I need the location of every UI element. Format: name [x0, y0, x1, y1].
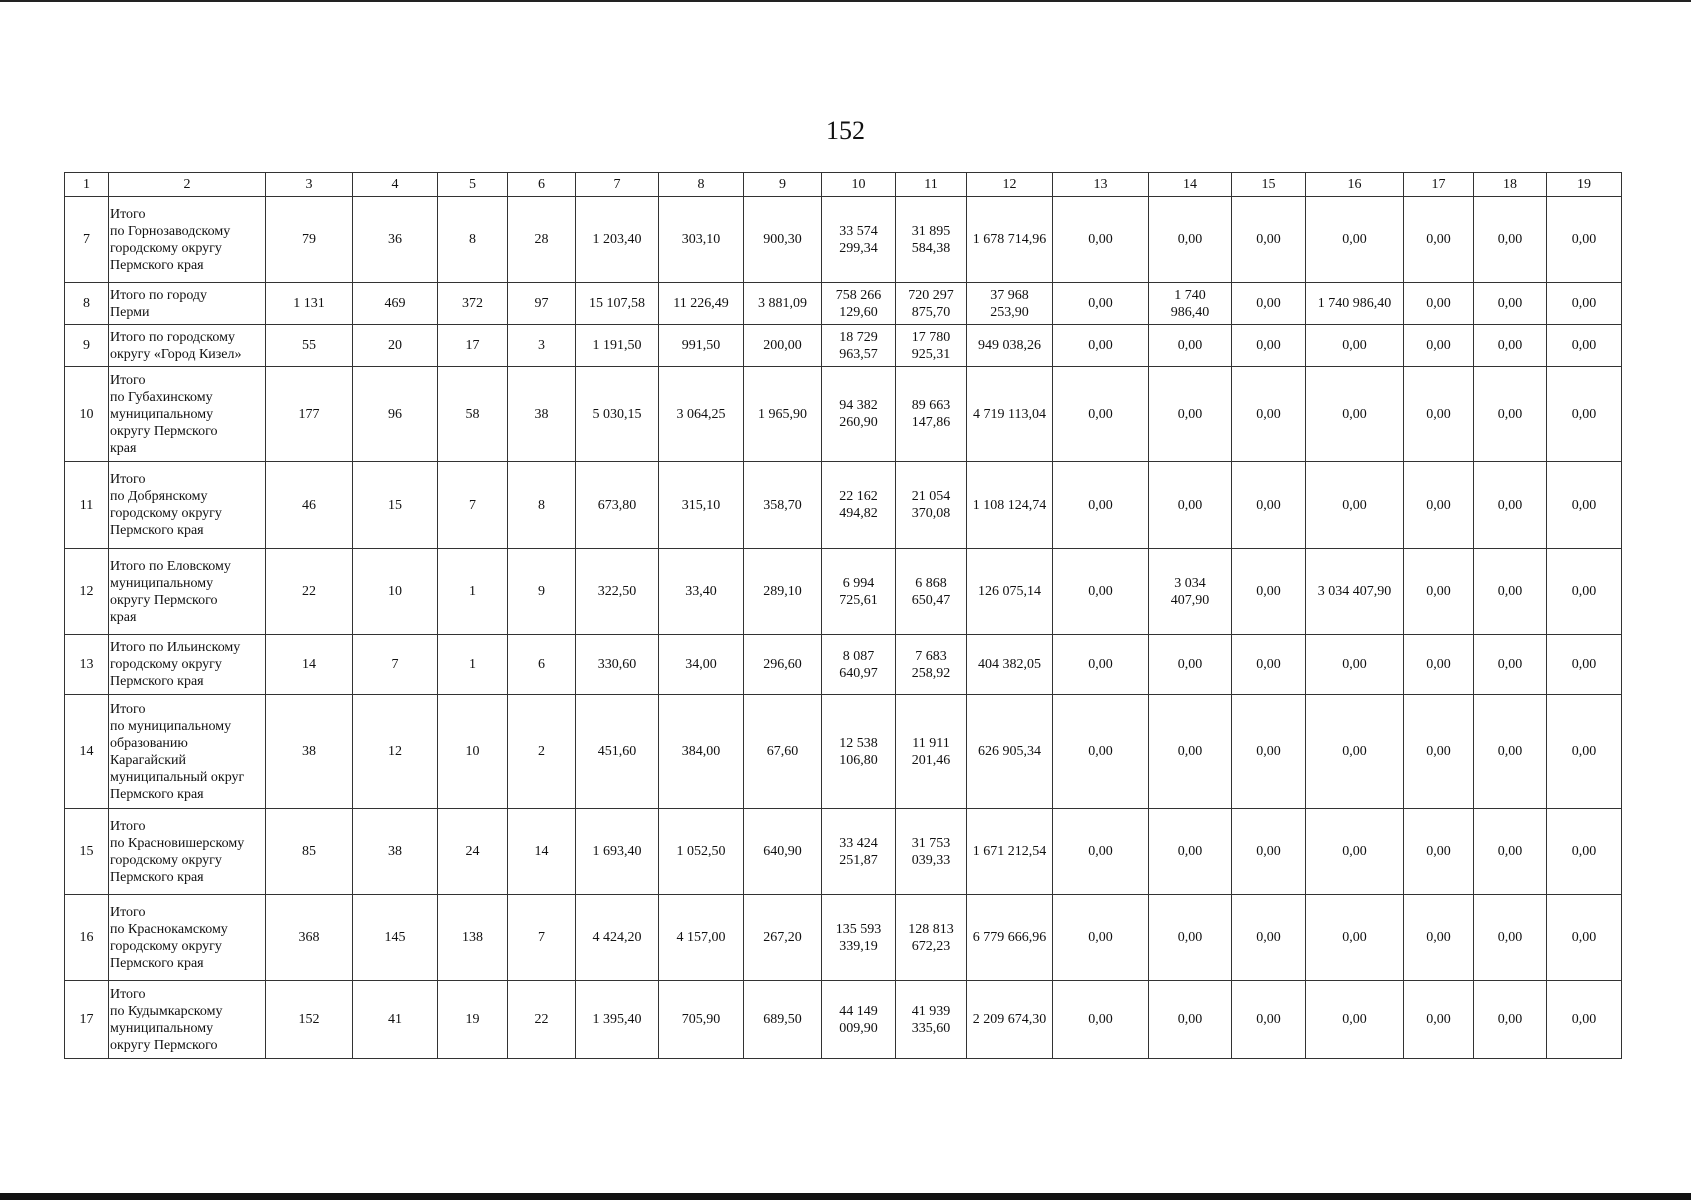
- column-header-7: 7: [576, 173, 659, 197]
- value-cell-col-14: 0,00: [1149, 809, 1232, 895]
- value-cell-col-12: 1 671 212,54: [967, 809, 1053, 895]
- value-cell-col-10: 33 574 299,34: [822, 197, 896, 283]
- value-cell-col-13: 0,00: [1053, 325, 1149, 367]
- value-cell-col-4: 41: [353, 981, 438, 1059]
- value-cell-col-13: 0,00: [1053, 549, 1149, 635]
- value-cell-col-12: 404 382,05: [967, 635, 1053, 695]
- value-cell-col-19: 0,00: [1547, 197, 1622, 283]
- column-header-16: 16: [1306, 173, 1404, 197]
- value-cell-col-5: 138: [438, 895, 508, 981]
- value-cell-col-17: 0,00: [1404, 462, 1474, 549]
- value-cell-col-7: 4 424,20: [576, 895, 659, 981]
- value-cell-col-15: 0,00: [1232, 367, 1306, 462]
- value-cell-col-14: 0,00: [1149, 695, 1232, 809]
- row-number-cell: 16: [65, 895, 109, 981]
- value-cell-col-18: 0,00: [1474, 197, 1547, 283]
- value-cell-col-15: 0,00: [1232, 462, 1306, 549]
- value-cell-col-16: 0,00: [1306, 325, 1404, 367]
- value-cell-col-14: 0,00: [1149, 197, 1232, 283]
- value-cell-col-11: 17 780 925,31: [896, 325, 967, 367]
- value-cell-col-10: 6 994 725,61: [822, 549, 896, 635]
- value-cell-col-8: 303,10: [659, 197, 744, 283]
- value-cell-col-6: 8: [508, 462, 576, 549]
- row-number-cell: 7: [65, 197, 109, 283]
- value-cell-col-9: 358,70: [744, 462, 822, 549]
- value-cell-col-8: 34,00: [659, 635, 744, 695]
- value-cell-col-9: 3 881,09: [744, 283, 822, 325]
- column-number-row: [65, 173, 1622, 197]
- value-cell-col-6: 6: [508, 635, 576, 695]
- territory-name-cell: Итого по Губахинскому муниципальному округу Пермского края: [109, 367, 266, 462]
- row-number-cell: 13: [65, 635, 109, 695]
- value-cell-col-8: 1 052,50: [659, 809, 744, 895]
- value-cell-col-11: 31 753 039,33: [896, 809, 967, 895]
- value-cell-col-10: 135 593 339,19: [822, 895, 896, 981]
- value-cell-col-12: 6 779 666,96: [967, 895, 1053, 981]
- value-cell-col-4: 145: [353, 895, 438, 981]
- value-cell-col-5: 1: [438, 549, 508, 635]
- value-cell-col-12: 949 038,26: [967, 325, 1053, 367]
- value-cell-col-16: 0,00: [1306, 695, 1404, 809]
- value-cell-col-14: 0,00: [1149, 325, 1232, 367]
- value-cell-col-17: 0,00: [1404, 695, 1474, 809]
- column-header-12: 12: [967, 173, 1053, 197]
- value-cell-col-6: 7: [508, 895, 576, 981]
- row-number-cell: 9: [65, 325, 109, 367]
- value-cell-col-12: 37 968 253,90: [967, 283, 1053, 325]
- column-header-10: 10: [822, 173, 896, 197]
- table-row: [65, 197, 1622, 283]
- row-number-cell: 12: [65, 549, 109, 635]
- value-cell-col-17: 0,00: [1404, 895, 1474, 981]
- value-cell-col-19: 0,00: [1547, 895, 1622, 981]
- territory-name-cell: Итого по Добрянскому городскому округу Пермского края: [109, 462, 266, 549]
- value-cell-col-15: 0,00: [1232, 197, 1306, 283]
- value-cell-col-15: 0,00: [1232, 695, 1306, 809]
- value-cell-col-13: 0,00: [1053, 197, 1149, 283]
- value-cell-col-16: 0,00: [1306, 895, 1404, 981]
- value-cell-col-9: 900,30: [744, 197, 822, 283]
- value-cell-col-7: 1 191,50: [576, 325, 659, 367]
- column-header-4: 4: [353, 173, 438, 197]
- value-cell-col-18: 0,00: [1474, 367, 1547, 462]
- territory-name-cell: Итого по Краснокамскому городскому округу Пермского края: [109, 895, 266, 981]
- value-cell-col-17: 0,00: [1404, 635, 1474, 695]
- value-cell-col-15: 0,00: [1232, 635, 1306, 695]
- value-cell-col-8: 991,50: [659, 325, 744, 367]
- value-cell-col-13: 0,00: [1053, 895, 1149, 981]
- value-cell-col-9: 640,90: [744, 809, 822, 895]
- row-number-cell: 14: [65, 695, 109, 809]
- value-cell-col-3: 22: [266, 549, 353, 635]
- value-cell-col-13: 0,00: [1053, 809, 1149, 895]
- value-cell-col-7: 673,80: [576, 462, 659, 549]
- value-cell-col-18: 0,00: [1474, 549, 1547, 635]
- value-cell-col-9: 1 965,90: [744, 367, 822, 462]
- value-cell-col-18: 0,00: [1474, 809, 1547, 895]
- value-cell-col-18: 0,00: [1474, 325, 1547, 367]
- value-cell-col-5: 19: [438, 981, 508, 1059]
- territory-name-cell: Итого по муниципальному образованию Карагайский муниципальный округ Пермского края: [109, 695, 266, 809]
- value-cell-col-6: 14: [508, 809, 576, 895]
- column-header-11: 11: [896, 173, 967, 197]
- column-header-1: 1: [65, 173, 109, 197]
- value-cell-col-10: 8 087 640,97: [822, 635, 896, 695]
- value-cell-col-10: 12 538 106,80: [822, 695, 896, 809]
- value-cell-col-11: 7 683 258,92: [896, 635, 967, 695]
- value-cell-col-18: 0,00: [1474, 981, 1547, 1059]
- value-cell-col-16: 0,00: [1306, 367, 1404, 462]
- value-cell-col-11: 89 663 147,86: [896, 367, 967, 462]
- column-header-8: 8: [659, 173, 744, 197]
- value-cell-col-10: 22 162 494,82: [822, 462, 896, 549]
- table-row: [65, 895, 1622, 981]
- scan-top-edge: [0, 0, 1691, 2]
- value-cell-col-13: 0,00: [1053, 695, 1149, 809]
- value-cell-col-4: 20: [353, 325, 438, 367]
- value-cell-col-8: 4 157,00: [659, 895, 744, 981]
- column-header-17: 17: [1404, 173, 1474, 197]
- value-cell-col-5: 24: [438, 809, 508, 895]
- value-cell-col-19: 0,00: [1547, 367, 1622, 462]
- column-header-2: 2: [109, 173, 266, 197]
- value-cell-col-11: 11 911 201,46: [896, 695, 967, 809]
- value-cell-col-15: 0,00: [1232, 283, 1306, 325]
- table-row: [65, 635, 1622, 695]
- value-cell-col-6: 2: [508, 695, 576, 809]
- registry-table: [64, 172, 1622, 1059]
- value-cell-col-17: 0,00: [1404, 981, 1474, 1059]
- territory-name-cell: Итого по Кудымкарскому муниципальному округу Пермского: [109, 981, 266, 1059]
- value-cell-col-11: 21 054 370,08: [896, 462, 967, 549]
- value-cell-col-16: 0,00: [1306, 981, 1404, 1059]
- value-cell-col-19: 0,00: [1547, 549, 1622, 635]
- column-header-3: 3: [266, 173, 353, 197]
- value-cell-col-4: 12: [353, 695, 438, 809]
- value-cell-col-3: 14: [266, 635, 353, 695]
- value-cell-col-12: 2 209 674,30: [967, 981, 1053, 1059]
- value-cell-col-3: 1 131: [266, 283, 353, 325]
- territory-name-cell: Итого по городу Перми: [109, 283, 266, 325]
- table-row: [65, 325, 1622, 367]
- value-cell-col-7: 5 030,15: [576, 367, 659, 462]
- value-cell-col-10: 18 729 963,57: [822, 325, 896, 367]
- table-row: [65, 809, 1622, 895]
- value-cell-col-14: 0,00: [1149, 367, 1232, 462]
- value-cell-col-12: 626 905,34: [967, 695, 1053, 809]
- value-cell-col-4: 36: [353, 197, 438, 283]
- value-cell-col-8: 384,00: [659, 695, 744, 809]
- value-cell-col-17: 0,00: [1404, 549, 1474, 635]
- value-cell-col-9: 289,10: [744, 549, 822, 635]
- column-header-9: 9: [744, 173, 822, 197]
- value-cell-col-14: 3 034 407,90: [1149, 549, 1232, 635]
- row-number-cell: 8: [65, 283, 109, 325]
- value-cell-col-16: 0,00: [1306, 635, 1404, 695]
- value-cell-col-4: 10: [353, 549, 438, 635]
- value-cell-col-19: 0,00: [1547, 981, 1622, 1059]
- value-cell-col-11: 6 868 650,47: [896, 549, 967, 635]
- value-cell-col-7: 322,50: [576, 549, 659, 635]
- row-number-cell: 11: [65, 462, 109, 549]
- column-header-18: 18: [1474, 173, 1547, 197]
- row-number-cell: 15: [65, 809, 109, 895]
- column-header-13: 13: [1053, 173, 1149, 197]
- value-cell-col-13: 0,00: [1053, 367, 1149, 462]
- value-cell-col-5: 17: [438, 325, 508, 367]
- value-cell-col-6: 22: [508, 981, 576, 1059]
- value-cell-col-8: 315,10: [659, 462, 744, 549]
- territory-name-cell: Итого по Красновишерскому городскому округу Пермского края: [109, 809, 266, 895]
- value-cell-col-11: 720 297 875,70: [896, 283, 967, 325]
- value-cell-col-17: 0,00: [1404, 197, 1474, 283]
- value-cell-col-12: 126 075,14: [967, 549, 1053, 635]
- value-cell-col-6: 97: [508, 283, 576, 325]
- value-cell-col-14: 0,00: [1149, 981, 1232, 1059]
- territory-name-cell: Итого по Еловскому муниципальному округу Пермского края: [109, 549, 266, 635]
- value-cell-col-3: 79: [266, 197, 353, 283]
- value-cell-col-18: 0,00: [1474, 895, 1547, 981]
- value-cell-col-11: 128 813 672,23: [896, 895, 967, 981]
- value-cell-col-10: 94 382 260,90: [822, 367, 896, 462]
- table-row: [65, 367, 1622, 462]
- column-header-15: 15: [1232, 173, 1306, 197]
- value-cell-col-4: 7: [353, 635, 438, 695]
- value-cell-col-19: 0,00: [1547, 325, 1622, 367]
- value-cell-col-12: 1 678 714,96: [967, 197, 1053, 283]
- value-cell-col-11: 31 895 584,38: [896, 197, 967, 283]
- value-cell-col-13: 0,00: [1053, 981, 1149, 1059]
- value-cell-col-19: 0,00: [1547, 695, 1622, 809]
- value-cell-col-6: 9: [508, 549, 576, 635]
- value-cell-col-7: 1 693,40: [576, 809, 659, 895]
- value-cell-col-16: 0,00: [1306, 809, 1404, 895]
- value-cell-col-6: 38: [508, 367, 576, 462]
- value-cell-col-18: 0,00: [1474, 283, 1547, 325]
- value-cell-col-9: 200,00: [744, 325, 822, 367]
- value-cell-col-3: 38: [266, 695, 353, 809]
- table-row: [65, 283, 1622, 325]
- value-cell-col-3: 368: [266, 895, 353, 981]
- value-cell-col-10: 758 266 129,60: [822, 283, 896, 325]
- value-cell-col-5: 10: [438, 695, 508, 809]
- value-cell-col-17: 0,00: [1404, 283, 1474, 325]
- value-cell-col-5: 58: [438, 367, 508, 462]
- value-cell-col-7: 1 203,40: [576, 197, 659, 283]
- value-cell-col-4: 38: [353, 809, 438, 895]
- row-number-cell: 10: [65, 367, 109, 462]
- value-cell-col-5: 7: [438, 462, 508, 549]
- value-cell-col-13: 0,00: [1053, 283, 1149, 325]
- territory-name-cell: Итого по Горнозаводскому городскому округу Пермского края: [109, 197, 266, 283]
- page-number: 152: [826, 116, 865, 145]
- column-header-5: 5: [438, 173, 508, 197]
- value-cell-col-8: 11 226,49: [659, 283, 744, 325]
- value-cell-col-19: 0,00: [1547, 809, 1622, 895]
- value-cell-col-13: 0,00: [1053, 635, 1149, 695]
- value-cell-col-5: 1: [438, 635, 508, 695]
- value-cell-col-5: 372: [438, 283, 508, 325]
- value-cell-col-16: 1 740 986,40: [1306, 283, 1404, 325]
- value-cell-col-9: 267,20: [744, 895, 822, 981]
- value-cell-col-6: 3: [508, 325, 576, 367]
- value-cell-col-3: 152: [266, 981, 353, 1059]
- value-cell-col-16: 0,00: [1306, 197, 1404, 283]
- value-cell-col-4: 96: [353, 367, 438, 462]
- value-cell-col-19: 0,00: [1547, 283, 1622, 325]
- value-cell-col-18: 0,00: [1474, 695, 1547, 809]
- value-cell-col-3: 177: [266, 367, 353, 462]
- value-cell-col-9: 296,60: [744, 635, 822, 695]
- value-cell-col-8: 3 064,25: [659, 367, 744, 462]
- value-cell-col-3: 55: [266, 325, 353, 367]
- value-cell-col-15: 0,00: [1232, 549, 1306, 635]
- value-cell-col-14: 0,00: [1149, 895, 1232, 981]
- value-cell-col-15: 0,00: [1232, 325, 1306, 367]
- row-number-cell: 17: [65, 981, 109, 1059]
- table-row: [65, 549, 1622, 635]
- value-cell-col-6: 28: [508, 197, 576, 283]
- table-row: [65, 981, 1622, 1059]
- value-cell-col-9: 67,60: [744, 695, 822, 809]
- value-cell-col-19: 0,00: [1547, 462, 1622, 549]
- value-cell-col-14: 0,00: [1149, 635, 1232, 695]
- value-cell-col-18: 0,00: [1474, 462, 1547, 549]
- value-cell-col-19: 0,00: [1547, 635, 1622, 695]
- value-cell-col-4: 469: [353, 283, 438, 325]
- value-cell-col-7: 15 107,58: [576, 283, 659, 325]
- value-cell-col-11: 41 939 335,60: [896, 981, 967, 1059]
- value-cell-col-14: 0,00: [1149, 462, 1232, 549]
- value-cell-col-8: 705,90: [659, 981, 744, 1059]
- value-cell-col-4: 15: [353, 462, 438, 549]
- value-cell-col-15: 0,00: [1232, 895, 1306, 981]
- value-cell-col-15: 0,00: [1232, 981, 1306, 1059]
- value-cell-col-7: 451,60: [576, 695, 659, 809]
- table-row: [65, 462, 1622, 549]
- table-body: [65, 197, 1622, 1059]
- value-cell-col-7: 1 395,40: [576, 981, 659, 1059]
- column-header-14: 14: [1149, 173, 1232, 197]
- value-cell-col-18: 0,00: [1474, 635, 1547, 695]
- territory-name-cell: Итого по Ильинскому городскому округу Пермского края: [109, 635, 266, 695]
- value-cell-col-17: 0,00: [1404, 325, 1474, 367]
- column-header-19: 19: [1547, 173, 1622, 197]
- value-cell-col-13: 0,00: [1053, 462, 1149, 549]
- value-cell-col-3: 85: [266, 809, 353, 895]
- value-cell-col-12: 1 108 124,74: [967, 462, 1053, 549]
- value-cell-col-15: 0,00: [1232, 809, 1306, 895]
- value-cell-col-10: 44 149 009,90: [822, 981, 896, 1059]
- table-row: [65, 695, 1622, 809]
- value-cell-col-17: 0,00: [1404, 809, 1474, 895]
- value-cell-col-7: 330,60: [576, 635, 659, 695]
- territory-name-cell: Итого по городскому округу «Город Кизел»: [109, 325, 266, 367]
- value-cell-col-9: 689,50: [744, 981, 822, 1059]
- column-header-6: 6: [508, 173, 576, 197]
- value-cell-col-14: 1 740 986,40: [1149, 283, 1232, 325]
- value-cell-col-5: 8: [438, 197, 508, 283]
- value-cell-col-8: 33,40: [659, 549, 744, 635]
- value-cell-col-16: 3 034 407,90: [1306, 549, 1404, 635]
- value-cell-col-12: 4 719 113,04: [967, 367, 1053, 462]
- value-cell-col-3: 46: [266, 462, 353, 549]
- value-cell-col-17: 0,00: [1404, 367, 1474, 462]
- value-cell-col-16: 0,00: [1306, 462, 1404, 549]
- scan-bottom-edge: [0, 1193, 1691, 1200]
- value-cell-col-10: 33 424 251,87: [822, 809, 896, 895]
